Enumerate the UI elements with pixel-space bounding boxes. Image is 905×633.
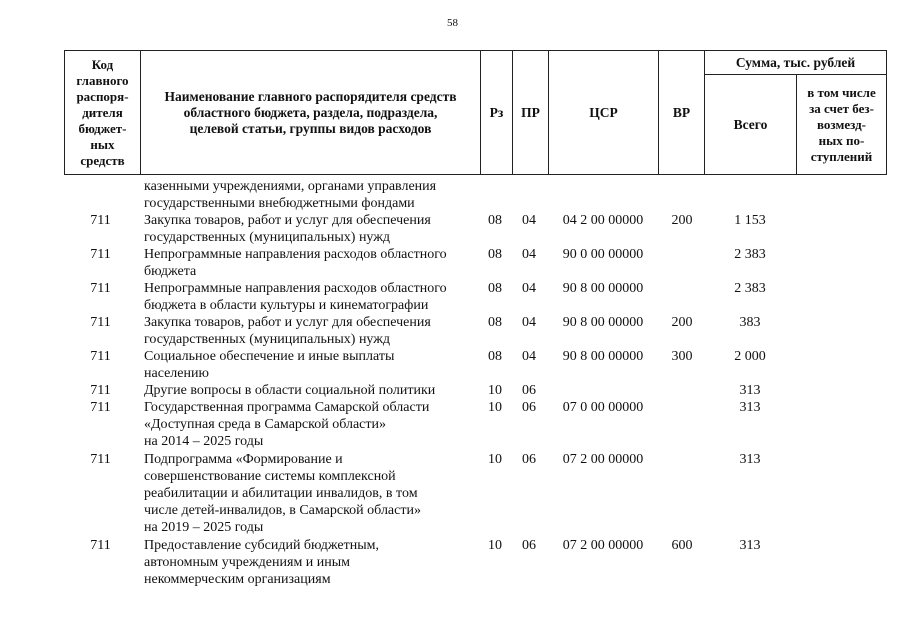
row-csr: 90 8 00 00000 xyxy=(562,349,644,364)
header-name-line: областного бюджета, раздела, подраздела, xyxy=(183,104,438,120)
row-name-line: на 2014 – 2025 годы xyxy=(144,434,264,449)
row-rz: 08 xyxy=(488,281,502,296)
table-row xyxy=(64,451,887,537)
row-pr: 04 xyxy=(522,315,536,330)
row-name xyxy=(144,246,484,280)
row-total: 2 383 xyxy=(734,247,766,262)
table-row xyxy=(64,246,887,280)
row-rz: 08 xyxy=(488,213,502,228)
row-csr: 90 8 00 00000 xyxy=(562,281,644,296)
row-pr: 04 xyxy=(522,247,536,262)
row-name-line: Предоставление субсидий бюджетным, xyxy=(144,538,380,553)
row-pr: 04 xyxy=(522,213,536,228)
table-row xyxy=(64,178,887,212)
row-name-line: бюджета в области культуры и кинематографии xyxy=(144,298,429,313)
table-row xyxy=(64,314,887,348)
row-total: 1 153 xyxy=(734,213,766,228)
row-csr: 07 2 00 00000 xyxy=(562,538,644,553)
row-pr: 06 xyxy=(522,383,536,398)
page-number: 58 xyxy=(447,17,458,29)
row-code: 711 xyxy=(90,213,111,228)
row-name-line: бюджета xyxy=(144,264,197,279)
header-name xyxy=(140,50,481,175)
header-free-line: за счет без- xyxy=(809,100,874,116)
header-rz: Рз xyxy=(480,50,513,175)
row-name xyxy=(144,451,484,536)
header-free-line: возмезд- xyxy=(817,116,866,132)
header-code-line: бюджет- xyxy=(78,120,127,136)
row-code: 711 xyxy=(90,281,111,296)
row-name-line: Непрограммные направления расходов областного xyxy=(144,247,447,262)
row-name-line: Закупка товаров, работ и услуг для обеспечения xyxy=(144,315,431,330)
row-code: 711 xyxy=(90,247,111,262)
row-vr: 300 xyxy=(671,349,693,364)
table-row xyxy=(64,348,887,382)
header-code-line: ных xyxy=(90,136,115,152)
row-name-line: населению xyxy=(144,366,209,381)
header-code-line: дителя xyxy=(82,104,123,120)
header-total: Всего xyxy=(704,74,797,175)
row-csr: 07 2 00 00000 xyxy=(562,452,644,467)
row-name xyxy=(144,399,484,450)
row-vr: 200 xyxy=(671,315,693,330)
row-name-line: Другие вопросы в области социальной политики xyxy=(144,383,436,398)
header-name-line: Наименование главного распорядителя средств xyxy=(164,88,457,104)
row-csr: 90 0 00 00000 xyxy=(562,247,644,262)
row-code: 711 xyxy=(90,315,111,330)
row-pr: 04 xyxy=(522,281,536,296)
row-rz: 08 xyxy=(488,315,502,330)
row-csr: 90 8 00 00000 xyxy=(562,315,644,330)
row-name-line: государственными внебюджетными фондами xyxy=(144,196,415,211)
header-sum: Сумма, тыс. рублей xyxy=(704,50,887,75)
row-name-line: государственных (муниципальных) нужд xyxy=(144,332,391,347)
row-name-line: Закупка товаров, работ и услуг для обеспечения xyxy=(144,213,431,228)
header-free xyxy=(796,74,887,175)
table-row xyxy=(64,212,887,246)
row-name-line: «Доступная среда в Самарской области» xyxy=(144,417,386,432)
row-code: 711 xyxy=(90,400,111,415)
row-pr: 06 xyxy=(522,538,536,553)
header-code-line: распоря- xyxy=(76,88,129,104)
row-name-line: совершенствование системы комплексной xyxy=(144,469,396,484)
table-row xyxy=(64,399,887,451)
row-name xyxy=(144,212,484,246)
row-name xyxy=(144,348,484,382)
row-rz: 10 xyxy=(488,383,502,398)
header-free-line: ных по- xyxy=(818,132,865,148)
row-code: 711 xyxy=(90,349,111,364)
row-rz: 10 xyxy=(488,452,502,467)
row-rz: 10 xyxy=(488,400,502,415)
row-rz: 08 xyxy=(488,247,502,262)
row-name-line: казенными учреждениями, органами управления xyxy=(144,179,437,194)
row-name xyxy=(144,280,484,314)
row-pr: 04 xyxy=(522,349,536,364)
row-name xyxy=(144,382,484,399)
header-code-line: средств xyxy=(80,152,125,168)
row-name xyxy=(144,314,484,348)
row-total: 313 xyxy=(739,538,761,553)
row-name-line: на 2019 – 2025 годы xyxy=(144,520,264,535)
row-name xyxy=(144,537,484,588)
row-total: 2 383 xyxy=(734,281,766,296)
table-row xyxy=(64,280,887,314)
row-total: 313 xyxy=(739,383,761,398)
row-vr: 600 xyxy=(671,538,693,553)
row-name-line: некоммерческим организациям xyxy=(144,572,331,587)
header-vr: ВР xyxy=(658,50,705,175)
row-csr: 07 0 00 00000 xyxy=(562,400,644,415)
header-free-line: ступлений xyxy=(810,148,873,164)
row-csr: 04 2 00 00000 xyxy=(562,213,644,228)
row-code: 711 xyxy=(90,383,111,398)
header-name-line: целевой статьи, группы видов расходов xyxy=(189,120,432,136)
header-code-line: главного xyxy=(76,72,129,88)
row-code: 711 xyxy=(90,538,111,553)
header-code-line: Код xyxy=(91,56,114,72)
table-row xyxy=(64,382,887,399)
row-name-line: Непрограммные направления расходов областного xyxy=(144,281,447,296)
row-total: 2 000 xyxy=(734,349,766,364)
row-name-line: Социальное обеспечение и иные выплаты xyxy=(144,349,395,364)
row-vr: 200 xyxy=(671,213,693,228)
row-rz: 10 xyxy=(488,538,502,553)
header-code xyxy=(64,50,141,175)
header-free-line: в том числе xyxy=(807,84,876,100)
row-code: 711 xyxy=(90,452,111,467)
table-body xyxy=(64,175,887,589)
row-total: 383 xyxy=(739,315,761,330)
row-name-line: Государственная программа Самарской области xyxy=(144,400,430,415)
row-name-line: государственных (муниципальных) нужд xyxy=(144,230,391,245)
row-total: 313 xyxy=(739,452,761,467)
table-header xyxy=(64,50,887,175)
row-total: 313 xyxy=(739,400,761,415)
row-name-line: реабилитации и абилитации инвалидов, в том xyxy=(144,486,418,501)
header-csr: ЦСР xyxy=(548,50,659,175)
table-row xyxy=(64,537,887,589)
row-name-line: Подпрограмма «Формирование и xyxy=(144,452,343,467)
row-pr: 06 xyxy=(522,400,536,415)
row-name-line: автономным учреждениям и иным xyxy=(144,555,351,570)
header-pr: ПР xyxy=(512,50,549,175)
row-rz: 08 xyxy=(488,349,502,364)
row-name xyxy=(144,178,484,212)
row-pr: 06 xyxy=(522,452,536,467)
row-name-line: числе детей-инвалидов, в Самарской области» xyxy=(144,503,421,518)
